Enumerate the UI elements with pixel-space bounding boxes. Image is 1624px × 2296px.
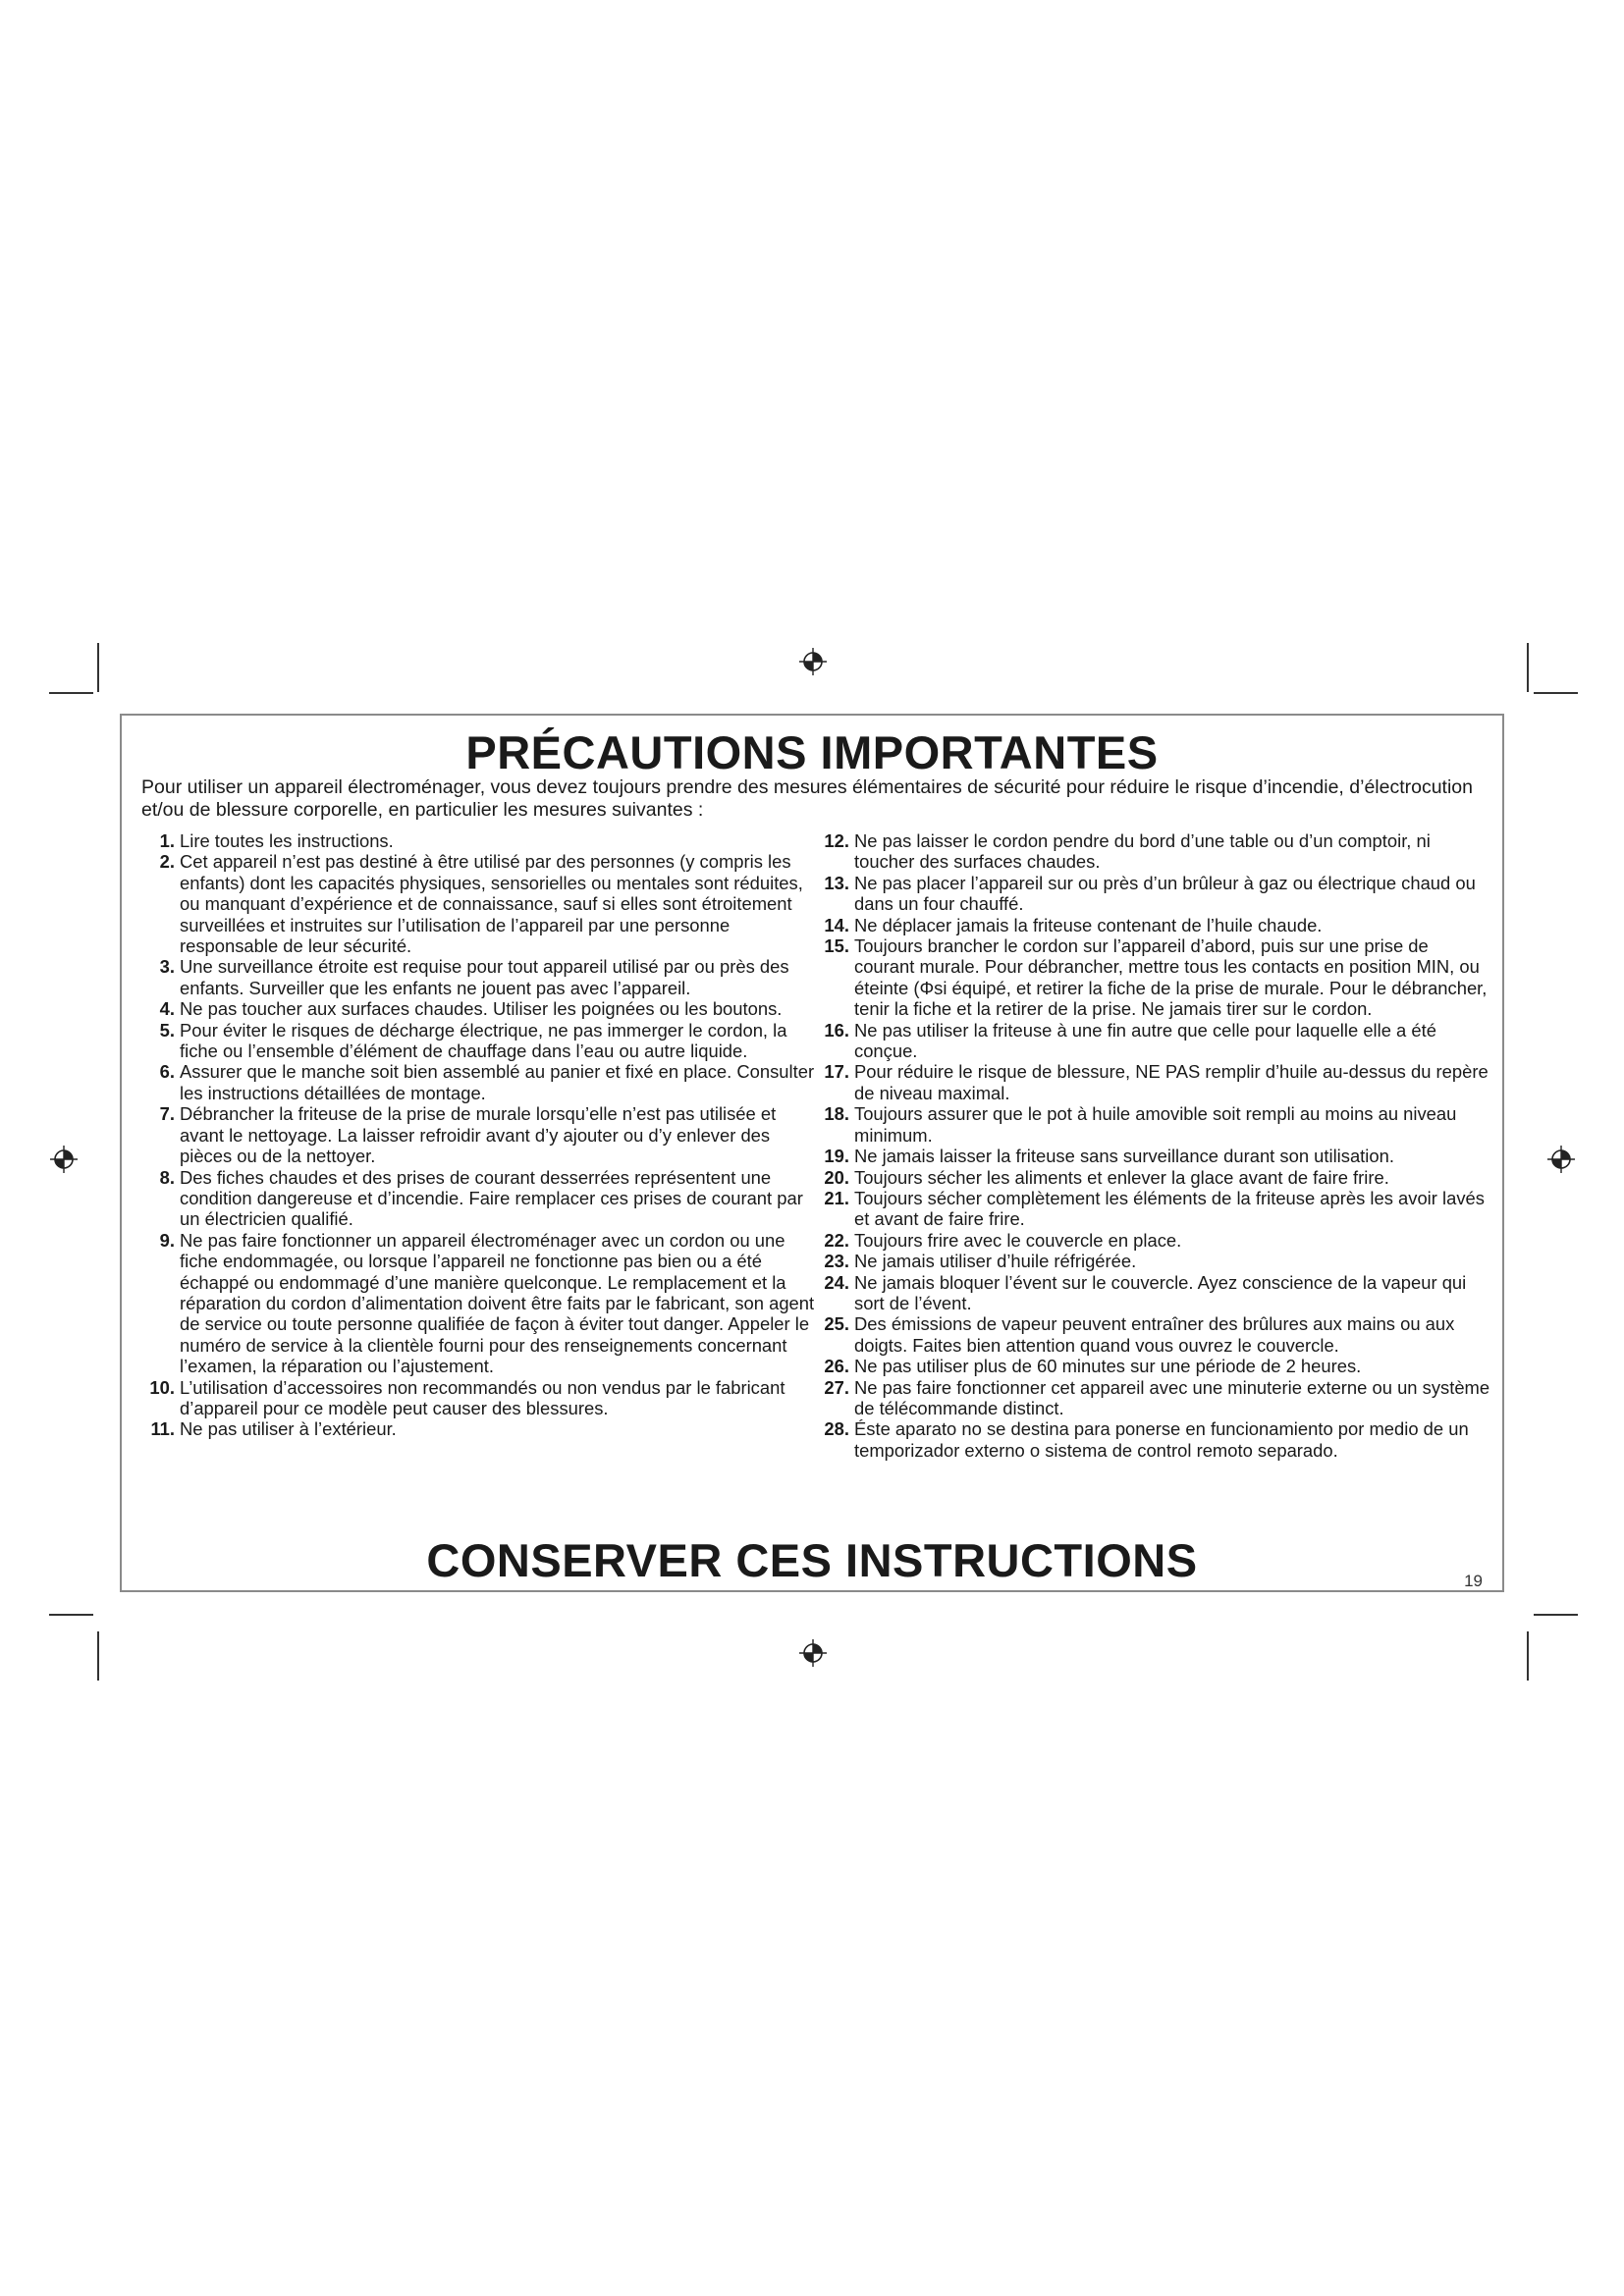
list-item bbox=[139, 1103, 817, 1166]
registration-mark-icon bbox=[1546, 1145, 1576, 1174]
crop-mark-top-left-v bbox=[97, 643, 99, 692]
list-item bbox=[139, 1230, 817, 1377]
item-number: 1. bbox=[159, 830, 175, 851]
item-text: L’utilisation d’accessoires non recommandés ou non vendus par le fabricant d’appareil pour ce modèle peut causer des blessures. bbox=[180, 1376, 785, 1418]
item-text: Ne jamais laisser la friteuse sans surveillance durant son utilisation. bbox=[854, 1146, 1394, 1167]
footer-title: CONSERVER CES INSTRUCTIONS bbox=[426, 1534, 1198, 1586]
item-text: Ne pas placer l’appareil sur ou près d’un brûleur à gaz ou électrique chaud ou dans un four chauffé. bbox=[854, 872, 1476, 915]
list-item bbox=[814, 1313, 1491, 1356]
list-item bbox=[814, 1251, 1491, 1271]
item-text: Toujours frire avec le couvercle en place. bbox=[854, 1229, 1182, 1251]
intro-paragraph: Pour utiliser un appareil électroménager, vous devez toujours prendre des mesures élémentaires de sécurité pour réduire le risque d’incendie, d’électrocution et/ou de blessure corporelle, en particulier les mesures suivantes : bbox=[141, 776, 1474, 821]
item-number: 3. bbox=[159, 956, 175, 978]
list-item bbox=[814, 873, 1491, 915]
item-text: Une surveillance étroite est requise pour tout appareil utilisé par ou près des enfants. Surveiller que les enfants ne jouent pas avec l’appareil. bbox=[180, 956, 789, 998]
list-item bbox=[139, 1061, 817, 1103]
item-number: 24. bbox=[824, 1271, 849, 1293]
item-text: Pour éviter le risques de décharge électrique, ne pas immerger le cordon, la fiche ou l’ensemble d’élément de chauffage dans l’eau ou autre liquide. bbox=[180, 1019, 787, 1062]
item-text: Ne déplacer jamais la friteuse contenant de l’huile chaude. bbox=[854, 914, 1323, 935]
item-number: 21. bbox=[824, 1187, 849, 1208]
item-text: Des fiches chaudes et des prises de courant desserrées représentent une condition dangereuse et d’incendie. Faire remplacer ces prises de courant par un électricien qualifié. bbox=[180, 1166, 803, 1230]
list-item bbox=[139, 1377, 817, 1419]
crop-mark-bottom-right-v bbox=[1527, 1631, 1529, 1681]
item-number: 12. bbox=[824, 830, 849, 851]
item-number: 14. bbox=[824, 914, 849, 935]
item-number: 4. bbox=[159, 998, 175, 1020]
safety-instructions-panel bbox=[120, 714, 1504, 1592]
list-item bbox=[814, 935, 1491, 1020]
list-item bbox=[814, 1356, 1491, 1376]
crop-mark-bottom-right-h bbox=[1534, 1614, 1578, 1616]
list-item bbox=[814, 1020, 1491, 1062]
item-number: 26. bbox=[824, 1356, 849, 1377]
item-text: Débrancher la friteuse de la prise de murale lorsqu’elle n’est pas utilisée et avant le nettoyage. La laisser refroidir avant d’y ajouter ou d’y enlever des pièces ou de la nettoyer. bbox=[180, 1103, 777, 1167]
registration-mark-icon bbox=[798, 647, 828, 676]
list-item bbox=[139, 1167, 817, 1230]
item-text: Toujours brancher le cordon sur l’appareil d’abord, puis sur une prise de courant murale. Pour débrancher, mettre tous les contacts en position MIN, ou éteinte (Φsi équipé, et retirer la fiche de la prise de murale. Pour le débrancher, tenir la fiche et la retirer de la prise. Ne jamais tirer sur le cordon. bbox=[854, 935, 1488, 1020]
instructions-list-right bbox=[814, 830, 1491, 1461]
item-number: 10. bbox=[149, 1376, 175, 1398]
list-item bbox=[814, 1061, 1491, 1103]
item-text: Ne pas utiliser plus de 60 minutes sur une période de 2 heures. bbox=[854, 1356, 1362, 1377]
registration-mark-icon bbox=[798, 1638, 828, 1668]
item-number: 18. bbox=[824, 1103, 849, 1125]
list-item bbox=[814, 830, 1491, 873]
list-item bbox=[814, 1188, 1491, 1230]
item-text: Ne pas faire fonctionner un appareil électroménager avec un cordon ou une fiche endommagée, ou lorsque l’appareil ne fonctionne pas bien ou a été échappé ou endommagé d’une manière quelconque. Le remplacement et la réparation du cordon d’alimentation doivent être faits par le fabricant, son agent de service ou toute personne qualifiée de façon à éviter tout danger. Appeler le numéro de service à la clientèle fourni pour des renseignements concernant l’examen, la réparation ou l’ajustement. bbox=[180, 1229, 815, 1377]
crop-mark-bottom-left-h bbox=[49, 1614, 93, 1616]
item-number: 22. bbox=[824, 1229, 849, 1251]
item-number: 25. bbox=[824, 1313, 849, 1335]
list-item bbox=[814, 1167, 1491, 1188]
item-number: 7. bbox=[159, 1103, 175, 1125]
item-number: 23. bbox=[824, 1251, 849, 1272]
list-item bbox=[814, 915, 1491, 935]
item-text: Toujours sécher les aliments et enlever la glace avant de faire frire. bbox=[854, 1166, 1389, 1188]
item-number: 17. bbox=[824, 1061, 849, 1083]
list-item bbox=[139, 851, 817, 956]
item-text: Éste aparato no se destina para ponerse en funcionamiento por medio de un temporizador externo o sistema de control remoto separado. bbox=[854, 1418, 1469, 1461]
crop-mark-top-left-h bbox=[49, 692, 93, 694]
item-number: 19. bbox=[824, 1146, 849, 1167]
item-text: Pour réduire le risque de blessure, NE PAS remplir d’huile au-dessus du repère de niveau maximal. bbox=[854, 1061, 1489, 1103]
list-item bbox=[814, 1103, 1491, 1146]
item-text: Toujours assurer que le pot à huile amovible soit rempli au moins au niveau minimum. bbox=[854, 1103, 1457, 1146]
item-number: 2. bbox=[159, 851, 175, 873]
list-item bbox=[139, 830, 817, 851]
list-item bbox=[139, 1418, 817, 1439]
page-number: 19 bbox=[1464, 1572, 1483, 1590]
page-title: PRÉCAUTIONS IMPORTANTES bbox=[465, 726, 1159, 778]
item-number: 13. bbox=[824, 872, 849, 893]
item-number: 28. bbox=[824, 1418, 849, 1440]
item-text: Ne jamais utiliser d’huile réfrigérée. bbox=[854, 1251, 1137, 1272]
list-item bbox=[814, 1272, 1491, 1314]
item-number: 5. bbox=[159, 1019, 175, 1041]
crop-mark-bottom-left-v bbox=[97, 1631, 99, 1681]
item-number: 8. bbox=[159, 1166, 175, 1188]
list-item bbox=[814, 1377, 1491, 1419]
list-item bbox=[814, 1418, 1491, 1461]
instructions-list-left bbox=[139, 830, 817, 1440]
item-text: Ne pas laisser le cordon pendre du bord d’une table ou d’un comptoir, ni toucher des surfaces chaudes. bbox=[854, 830, 1431, 873]
item-text: Ne jamais bloquer l’évent sur le couvercle. Ayez conscience de la vapeur qui sort de l’évent. bbox=[854, 1271, 1467, 1313]
item-number: 11. bbox=[150, 1418, 175, 1440]
item-text: Des émissions de vapeur peuvent entraîner des brûlures aux mains ou aux doigts. Faites bien attention quand vous ouvrez le couvercle. bbox=[854, 1313, 1455, 1356]
item-number: 6. bbox=[159, 1061, 175, 1083]
item-number: 15. bbox=[824, 935, 849, 957]
item-text: Lire toutes les instructions. bbox=[180, 830, 394, 851]
list-item bbox=[139, 956, 817, 998]
list-item bbox=[814, 1230, 1491, 1251]
item-text: Cet appareil n’est pas destiné à être utilisé par des personnes (y compris les enfants) dont les capacités physiques, sensorielles ou mentales sont réduites, ou manquant d’expérience et de connaissance, sauf si elles sont étroitement surveillées et instruites sur l’utilisation de l’appareil par une personne responsable de leur sécurité. bbox=[180, 851, 803, 957]
item-text: Ne pas utiliser à l’extérieur. bbox=[180, 1418, 397, 1440]
item-number: 16. bbox=[824, 1019, 849, 1041]
registration-mark-icon bbox=[49, 1145, 79, 1174]
item-text: Ne pas faire fonctionner cet appareil avec une minuterie externe ou un système de télécommande distinct. bbox=[854, 1376, 1490, 1418]
item-text: Toujours sécher complètement les éléments de la friteuse après les avoir lavés et avant de faire frire. bbox=[854, 1187, 1485, 1230]
item-number: 20. bbox=[824, 1166, 849, 1188]
list-item bbox=[814, 1146, 1491, 1166]
item-number: 9. bbox=[159, 1229, 175, 1251]
item-number: 27. bbox=[824, 1376, 849, 1398]
item-text: Assurer que le manche soit bien assemblé au panier et fixé en place. Consulter les instructions détaillées de montage. bbox=[180, 1061, 815, 1103]
item-text: Ne pas utiliser la friteuse à une fin autre que celle pour laquelle elle a été conçue. bbox=[854, 1019, 1436, 1062]
item-text: Ne pas toucher aux surfaces chaudes. Utiliser les poignées ou les boutons. bbox=[180, 998, 783, 1020]
crop-mark-top-right-v bbox=[1527, 643, 1529, 692]
list-item bbox=[139, 1020, 817, 1062]
list-item bbox=[139, 998, 817, 1019]
crop-mark-top-right-h bbox=[1534, 692, 1578, 694]
